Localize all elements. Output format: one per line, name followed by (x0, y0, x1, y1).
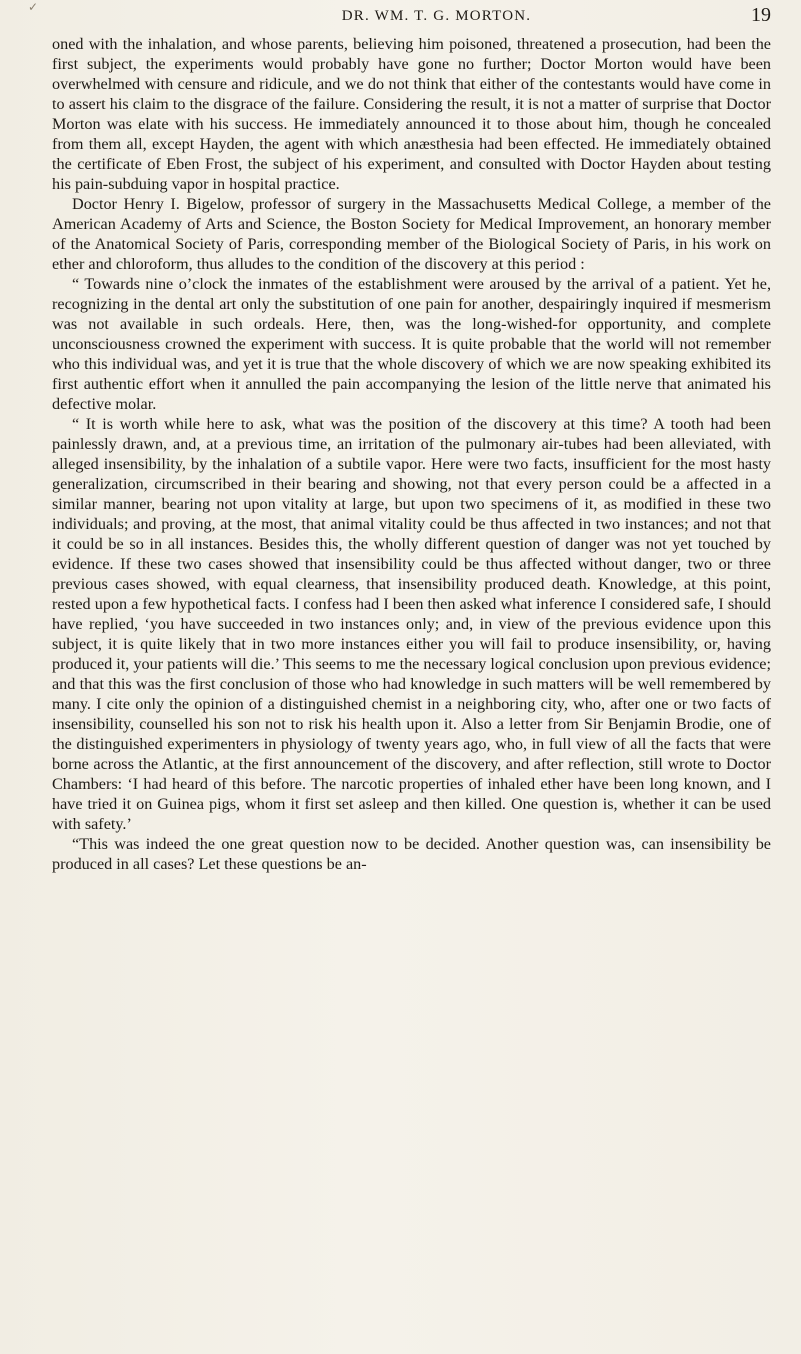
paragraph: Doctor Henry I. Bigelow, professor of surgery in the Massachusetts Medical College, a member of the American Academy of Arts and Science, the Boston Society for Medical Improvement, an honorary member of the Anatomical Society of Paris, corresponding member of the Biological Society of Paris, in his work on ether and chloroform, thus alludes to the condition of the discovery at this period : (52, 195, 771, 273)
margin-pencil-mark: ✓ (28, 0, 39, 14)
paragraph: oned with the inhalation, and whose parents, believing him poisoned, threatened a prosecution, had been the first subject, the experiments would probably have gone no further; Doctor Morton would have been overwhelmed with censure and ridicule, and we do not think that either of the contestants would have come in to assert his claim to the disgrace of the failure. Considering the result, it is not a matter of surprise that Doctor Morton was elate with his success. He immediately announced it to those about him, though he concealed from them all, except Hayden, the agent with which anæsthesia had been effected. He immediately obtained the certificate of Eben Frost, the subject of his experiment, and consulted with Doctor Hayden about testing his pain-subduing vapor in hospital practice. (52, 35, 771, 193)
quoted-paragraph: “ Towards nine o’clock the inmates of the establishment were aroused by the arrival of a patient. Yet he, recognizing in the dental art only the substitution of one pain for another, despairingly inquired if mesmerism was not available in such ordeals. Here, then, was the long-wished-for opportunity, and complete unconsciousness crowned the experiment with success. It is quite probable that the world will not remember who this individual was, and yet it is true that the whole discovery of which we are now speaking exhibited its first authentic effort when it annulled the pain accompanying the lesion of the little nerve that animated his defective molar. (52, 275, 771, 413)
body-text (52, 34, 771, 874)
running-head: DR. WM. T. G. MORTON. (341, 8, 532, 24)
quoted-paragraph: “This was indeed the one great question now to be decided. Another question was, can insensibility be produced in all cases? Let these questions be an- (52, 835, 771, 873)
page-header (60, 4, 773, 36)
quoted-paragraph: “ It is worth while here to ask, what was the position of the discovery at this time? A tooth had been painlessly drawn, and, at a previous time, an irritation of the pulmonary air-tubes had been alleviated, with alleged insensibility, by the inhalation of a subtile vapor. Here were two facts, insufficient for the most hasty generalization, circumscribed in their bearing and showing, not that every person could be a affected in a similar manner, bearing not upon vitality at large, but upon two specimens of it, as modified in these two individuals; and proving, at the most, that animal vitality could be thus affected in two instances; and not that it could be so in all instances. Besides this, the wholly different question of danger was not yet touched by evidence. If these two cases showed that insensibility could be thus affected without danger, two or three previous cases showed, with equal clearness, that insensibility produced death. Knowledge, at this point, rested upon a few hypothetical facts. I confess had I been then asked what inference I considered safe, I should have replied, ‘you have succeeded in two instances only; and, in view of the previous evidence upon this subject, it is quite likely that in two more instances either you will fail to produce insensibility, or, having produced it, your patients will die.’ This seems to me the necessary logical conclusion upon previous evidence; and that this was the first conclusion of those who had knowledge in such matters will be well remembered by many. I cite only the opinion of a distinguished chemist in a neighboring city, who, after one or two facts of insensibility, counselled his son not to risk his health upon it. Also a letter from Sir Benjamin Brodie, one of the distinguished experimenters in physiology of twenty years ago, who, in full view of all the facts that were borne across the Atlantic, at the first announcement of the discovery, and after reflection, still wrote to Doctor Chambers: ‘I had heard of this before. The narcotic properties of inhaled ether have been long known, and I have tried it on Guinea pigs, whom it first set asleep and then killed. One question is, whether it can be used with safety.’ (52, 415, 771, 833)
page-number: 19 (751, 4, 771, 26)
